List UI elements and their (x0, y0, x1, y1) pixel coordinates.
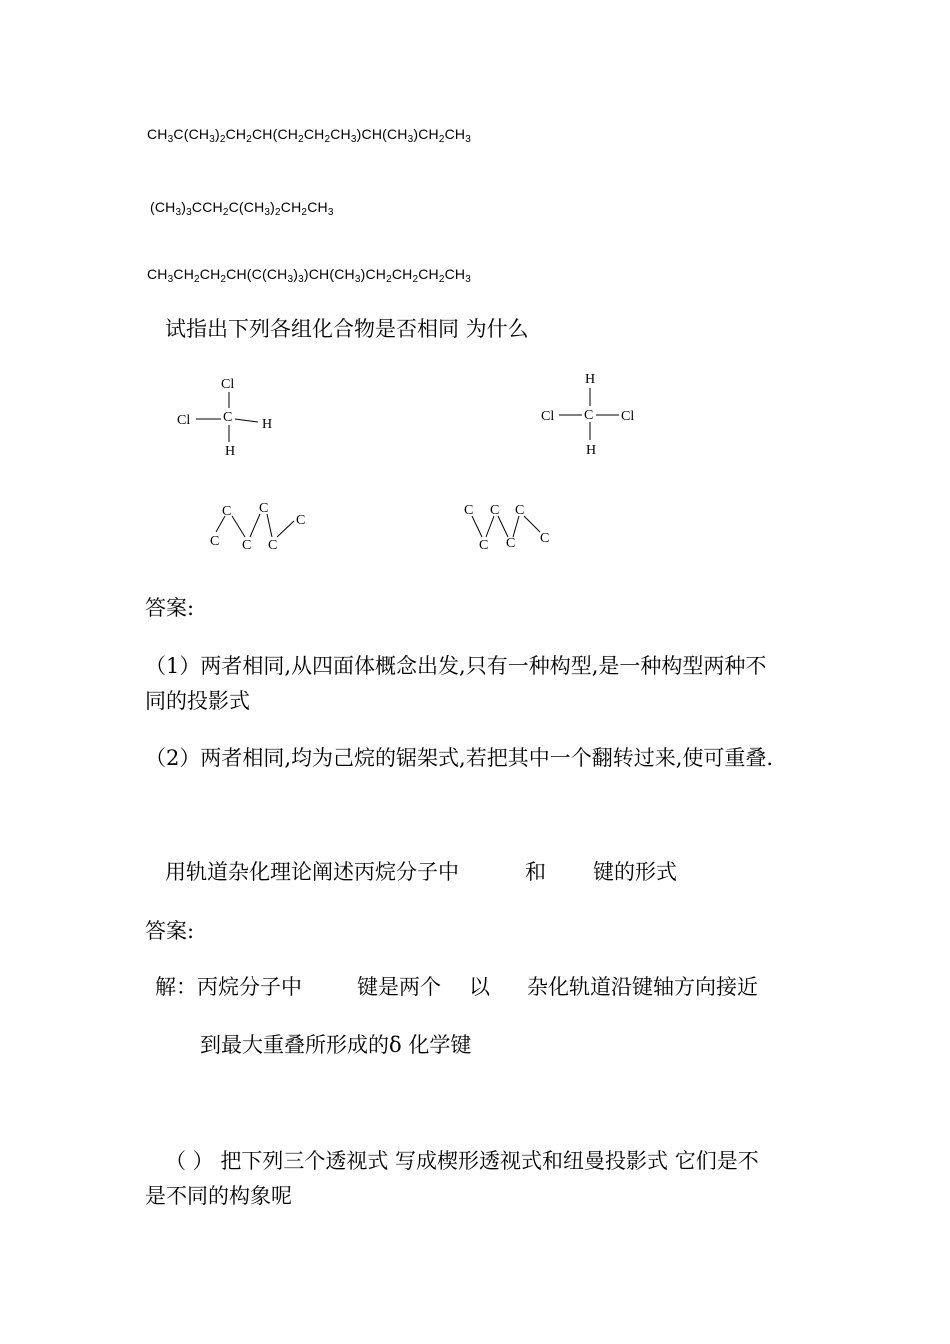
atom-bottom: H (586, 443, 597, 458)
atom-top: H (585, 372, 596, 387)
formula-subscript: 2 (246, 134, 252, 145)
formula-segment: )CH(CH (303, 266, 355, 282)
answer-label-1: 答案: (145, 596, 195, 620)
formula-segment: CH (307, 199, 328, 215)
formula-segment: )CH (360, 266, 387, 282)
svg-text:C: C (222, 504, 232, 519)
formula-segment: CH (303, 126, 325, 142)
solution-part-3: 以 (469, 975, 490, 999)
formula-segment: )CH(CH (356, 126, 408, 142)
formula-subscript: 3 (327, 207, 334, 218)
formula-segment: (CH (150, 199, 176, 215)
formula-subscript: 3 (209, 134, 215, 145)
formula-segment: CH (330, 126, 351, 142)
formula-subscript: 3 (264, 207, 271, 218)
formula-segment: CH(C(CH (226, 266, 288, 282)
svg-text:C: C (540, 531, 550, 546)
formula-segment: CH (173, 266, 195, 282)
question-3-line-1: （ ） 把下列三个透视式 写成楔形透视式和纽曼投影式 它们是不 (165, 1149, 759, 1173)
formula-subscript: 2 (220, 274, 227, 285)
formula-subscript: 3 (354, 274, 361, 285)
structure-right-1 (541, 372, 634, 458)
formula-subscript: 2 (438, 134, 445, 145)
svg-text:C: C (296, 513, 306, 528)
svg-text:C: C (464, 503, 474, 518)
svg-text:C: C (515, 503, 525, 518)
formula-segment: ) (214, 126, 220, 142)
formula-segment: CH (444, 126, 466, 142)
formula-segment: CH (391, 266, 413, 282)
formula-subscript: 3 (407, 134, 414, 145)
formula-subscript: 2 (222, 207, 229, 218)
atom-center: C (584, 408, 594, 423)
formula-segment: ) (270, 199, 276, 215)
formula-segment: ) (181, 199, 187, 215)
formula-subscript: 2 (275, 207, 281, 218)
formula-segment: C(CH (173, 126, 210, 142)
svg-text:C: C (210, 534, 220, 549)
formula-subscript: 3 (186, 207, 192, 218)
formula-subscript: 2 (438, 274, 445, 285)
formula-segment: CH (147, 266, 168, 282)
molecule-diagrams (0, 0, 950, 580)
svg-text:C: C (479, 538, 489, 553)
answer-2: （2）两者相同,均为己烷的锯架式,若把其中一个翻转过来,使可重叠. (145, 746, 774, 770)
solution-part-2: 键是两个 (357, 975, 441, 999)
formula-subscript: 3 (298, 274, 304, 285)
answer-1-line-1: （1）两者相同,从四面体概念出发,只有一种构型,是一种构型两种不 (145, 654, 767, 678)
formula-subscript: 3 (287, 274, 294, 285)
formula-subscript: 2 (386, 274, 392, 285)
formula-segment: CH(CH (251, 126, 299, 142)
formula-segment: CH (225, 126, 247, 142)
question-3-line-2: 是不同的构象呢 (145, 1184, 292, 1208)
question-2-part-3: 键的形式 (593, 860, 677, 884)
formula-subscript: 3 (175, 207, 182, 218)
answer-1-line-2: 同的投影式 (145, 689, 250, 713)
formula-subscript: 2 (301, 207, 308, 218)
atom-left: Cl (541, 409, 555, 424)
formula-segment: CH (418, 266, 439, 282)
formula-subscript: 3 (465, 134, 472, 145)
zigzag-right (472, 516, 540, 537)
structure-left-1 (177, 377, 272, 459)
svg-text:C: C (259, 501, 269, 516)
formula-segment: )CH (413, 126, 439, 142)
formula-subscript: 2 (412, 274, 419, 285)
formula-subscript: 3 (465, 274, 472, 285)
atom-left: Cl (177, 413, 191, 428)
formula-segment: CH (280, 199, 302, 215)
question-1: 试指出下列各组化合物是否相同 为什么 (165, 317, 529, 341)
solution-line-2: 到最大重叠所形成的δ 化学键 (200, 1033, 472, 1057)
formula-segment: CCH (191, 199, 223, 215)
formula-subscript: 3 (167, 134, 174, 145)
solution-part-4: 杂化轨道沿键轴方向接近 (527, 975, 758, 999)
atom-top: Cl (221, 377, 235, 392)
svg-text:C: C (268, 538, 278, 553)
zigzag-left-atoms (210, 501, 305, 553)
solution-part-1: 解：丙烷分子中 (155, 975, 302, 999)
formula-subscript: 3 (350, 134, 357, 145)
formula-subscript: 2 (298, 134, 304, 145)
formula-subscript: 2 (194, 274, 200, 285)
svg-text:C: C (242, 538, 252, 553)
formula-segment: CH (147, 126, 168, 142)
formula-segment: CH (444, 266, 466, 282)
question-2-part-2: 和 (525, 860, 546, 884)
atom-right: H (262, 417, 273, 432)
svg-text:C: C (490, 503, 500, 518)
formula-subscript: 2 (219, 134, 226, 145)
formula-segment: C(CH (228, 199, 265, 215)
atom-right: Cl (621, 409, 635, 424)
atom-bottom: H (225, 444, 236, 459)
question-2-part-1: 用轨道杂化理论阐述丙烷分子中 (165, 860, 459, 884)
formula-segment: CH (199, 266, 221, 282)
formula-segment: ) (293, 266, 299, 282)
answer-label-2: 答案: (145, 919, 195, 943)
formula-subscript: 2 (324, 134, 331, 145)
svg-text:C: C (506, 536, 516, 551)
atom-center: C (223, 410, 233, 425)
formula-subscript: 3 (167, 274, 174, 285)
